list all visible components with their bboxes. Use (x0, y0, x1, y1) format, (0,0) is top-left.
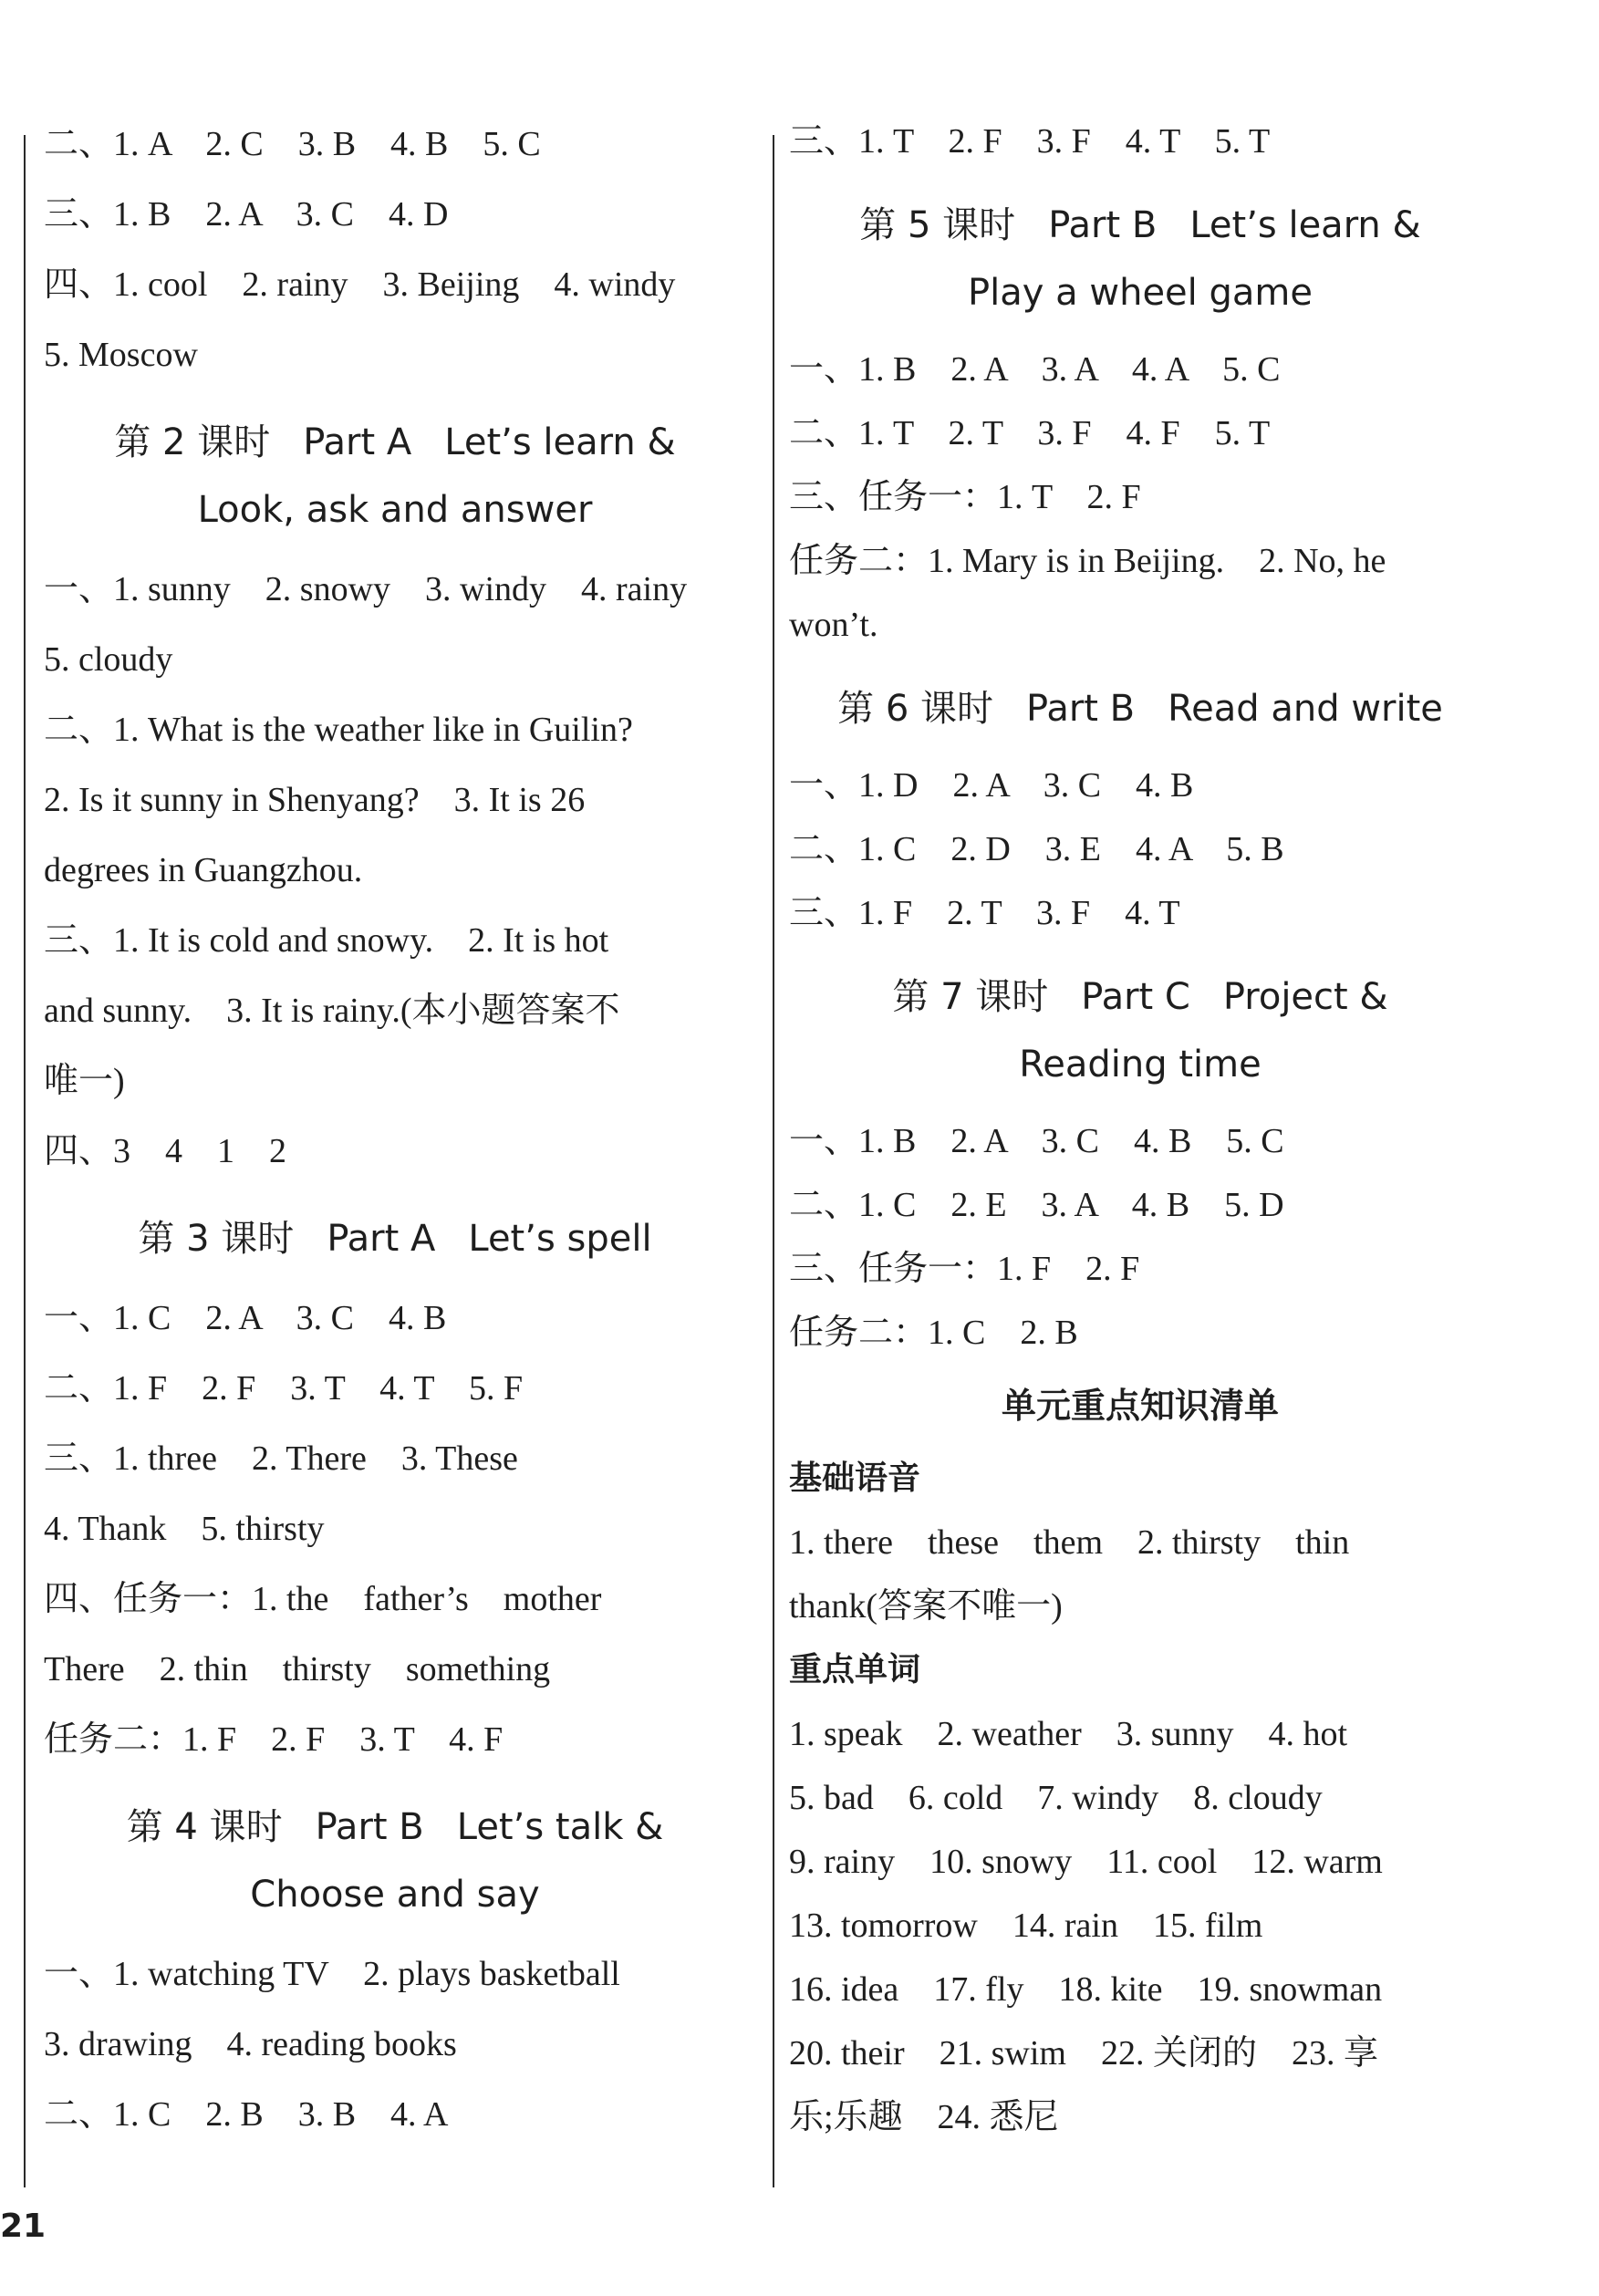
answer-line: 2. Is it sunny in Shenyang? 3. It is 26 (44, 781, 586, 819)
answer-line: and sunny. 3. It is rainy.(本小题答案不 (44, 992, 620, 1030)
answer-line: 5. bad 6. cold 7. windy 8. cloudy (789, 1779, 1323, 1817)
answer-line: 13. tomorrow 14. rain 15. film (789, 1906, 1263, 1945)
answer-line: 二、1. C 2. B 3. B 4. A (44, 2095, 449, 2134)
lesson-heading-7: 第 7 课时 Part C Project & (892, 976, 1388, 1018)
words-subtitle: 重点单词 (789, 1651, 921, 1688)
answer-line: 一、1. B 2. A 3. C 4. B 5. C (789, 1122, 1284, 1160)
answer-line: 任务二：1. C 2. B (789, 1314, 1078, 1352)
answer-line: 三、1. F 2. T 3. F 4. T (789, 894, 1180, 932)
answer-line: 5. cloudy (44, 640, 173, 679)
lesson-heading-5-sub: Play a wheel game (968, 272, 1313, 314)
lesson-heading-4: 第 4 课时 Part B Let’s talk & (126, 1806, 664, 1848)
answer-line: 三、1. B 2. A 3. C 4. D (44, 195, 449, 234)
answer-line: There 2. thin thirsty something (44, 1650, 551, 1688)
answer-line: 二、1. C 2. E 3. A 4. B 5. D (789, 1186, 1284, 1224)
answer-line: 一、1. sunny 2. snowy 3. windy 4. rainy (44, 570, 688, 608)
answer-line: 3. drawing 4. reading books (44, 2025, 457, 2063)
answer-line: 三、1. three 2. There 3. These (44, 1439, 518, 1478)
lesson-heading-7-sub: Reading time (1019, 1044, 1262, 1086)
answer-line: 三、任务一：1. F 2. F (789, 1250, 1140, 1288)
lesson-heading-5: 第 5 课时 Part B Let’s learn & (859, 204, 1421, 246)
answer-line: 5. Moscow (44, 336, 198, 374)
lesson-heading-2-sub: Look, ask and answer (197, 489, 593, 531)
answer-line: 4. Thank 5. thirsty (44, 1510, 325, 1548)
answer-line: 一、1. C 2. A 3. C 4. B (44, 1299, 447, 1337)
answer-line: 20. their 21. swim 22. 关闭的 23. 享 (789, 2034, 1378, 2073)
answer-line: 乐;乐趣 24. 悉尼 (789, 2098, 1059, 2136)
answer-line: 16. idea 17. fly 18. kite 19. snowman (789, 1970, 1383, 2009)
lesson-heading-3: 第 3 课时 Part A Let’s spell (138, 1218, 652, 1260)
answer-line: 二、1. What is the weather like in Guilin? (44, 711, 633, 749)
answer-line: 任务二：1. F 2. F 3. T 4. F (44, 1720, 504, 1759)
answer-line: 1. there these them 2. thirsty thin (789, 1523, 1350, 1562)
answer-line: 四、任务一：1. the father’s mother (44, 1580, 602, 1618)
answer-line: 四、1. cool 2. rainy 3. Beijing 4. windy (44, 265, 676, 304)
lesson-heading-2: 第 2 课时 Part A Let’s learn & (114, 421, 676, 463)
unit-summary-title: 单元重点知识清单 (1001, 1386, 1279, 1426)
answer-line: 一、1. watching TV 2. plays basketball (44, 1955, 620, 1993)
answer-line: 一、1. D 2. A 3. C 4. B (789, 766, 1194, 805)
answer-line: 三、1. It is cold and snowy. 2. It is hot (44, 921, 609, 960)
page-number: 21 (0, 2208, 47, 2245)
answer-line: 三、任务一：1. T 2. F (789, 478, 1141, 516)
lesson-heading-4-sub: Choose and say (250, 1874, 540, 1916)
answer-line: 二、1. T 2. T 3. F 4. F 5. T (789, 414, 1271, 452)
answer-line: 1. speak 2. weather 3. sunny 4. hot (789, 1715, 1348, 1753)
answer-line: 一、1. B 2. A 3. A 4. A 5. C (789, 350, 1281, 389)
column-divider (773, 135, 774, 2187)
answer-line: 二、1. A 2. C 3. B 4. B 5. C (44, 125, 541, 163)
answer-line: 二、1. C 2. D 3. E 4. A 5. B (789, 830, 1284, 868)
answer-line: thank(答案不唯一) (789, 1587, 1063, 1626)
answer-line: won’t. (789, 606, 878, 644)
answer-line: 二、1. F 2. F 3. T 4. T 5. F (44, 1369, 524, 1408)
lesson-heading-6: 第 6 课时 Part B Read and write (837, 688, 1443, 730)
phonics-subtitle: 基础语音 (789, 1460, 921, 1497)
answer-line: 9. rainy 10. snowy 11. cool 12. warm (789, 1843, 1383, 1881)
answer-line: 任务二：1. Mary is in Beijing. 2. No, he (789, 542, 1386, 580)
answer-line: 四、3 4 1 2 (44, 1132, 287, 1170)
left-column (44, 109, 746, 2150)
right-column (789, 109, 1491, 2149)
answer-line: degrees in Guangzhou. (44, 851, 363, 889)
left-margin-rule (24, 135, 26, 2187)
answer-line: 三、1. T 2. F 3. F 4. T 5. T (789, 122, 1271, 161)
answer-line: 唯一) (44, 1062, 125, 1100)
